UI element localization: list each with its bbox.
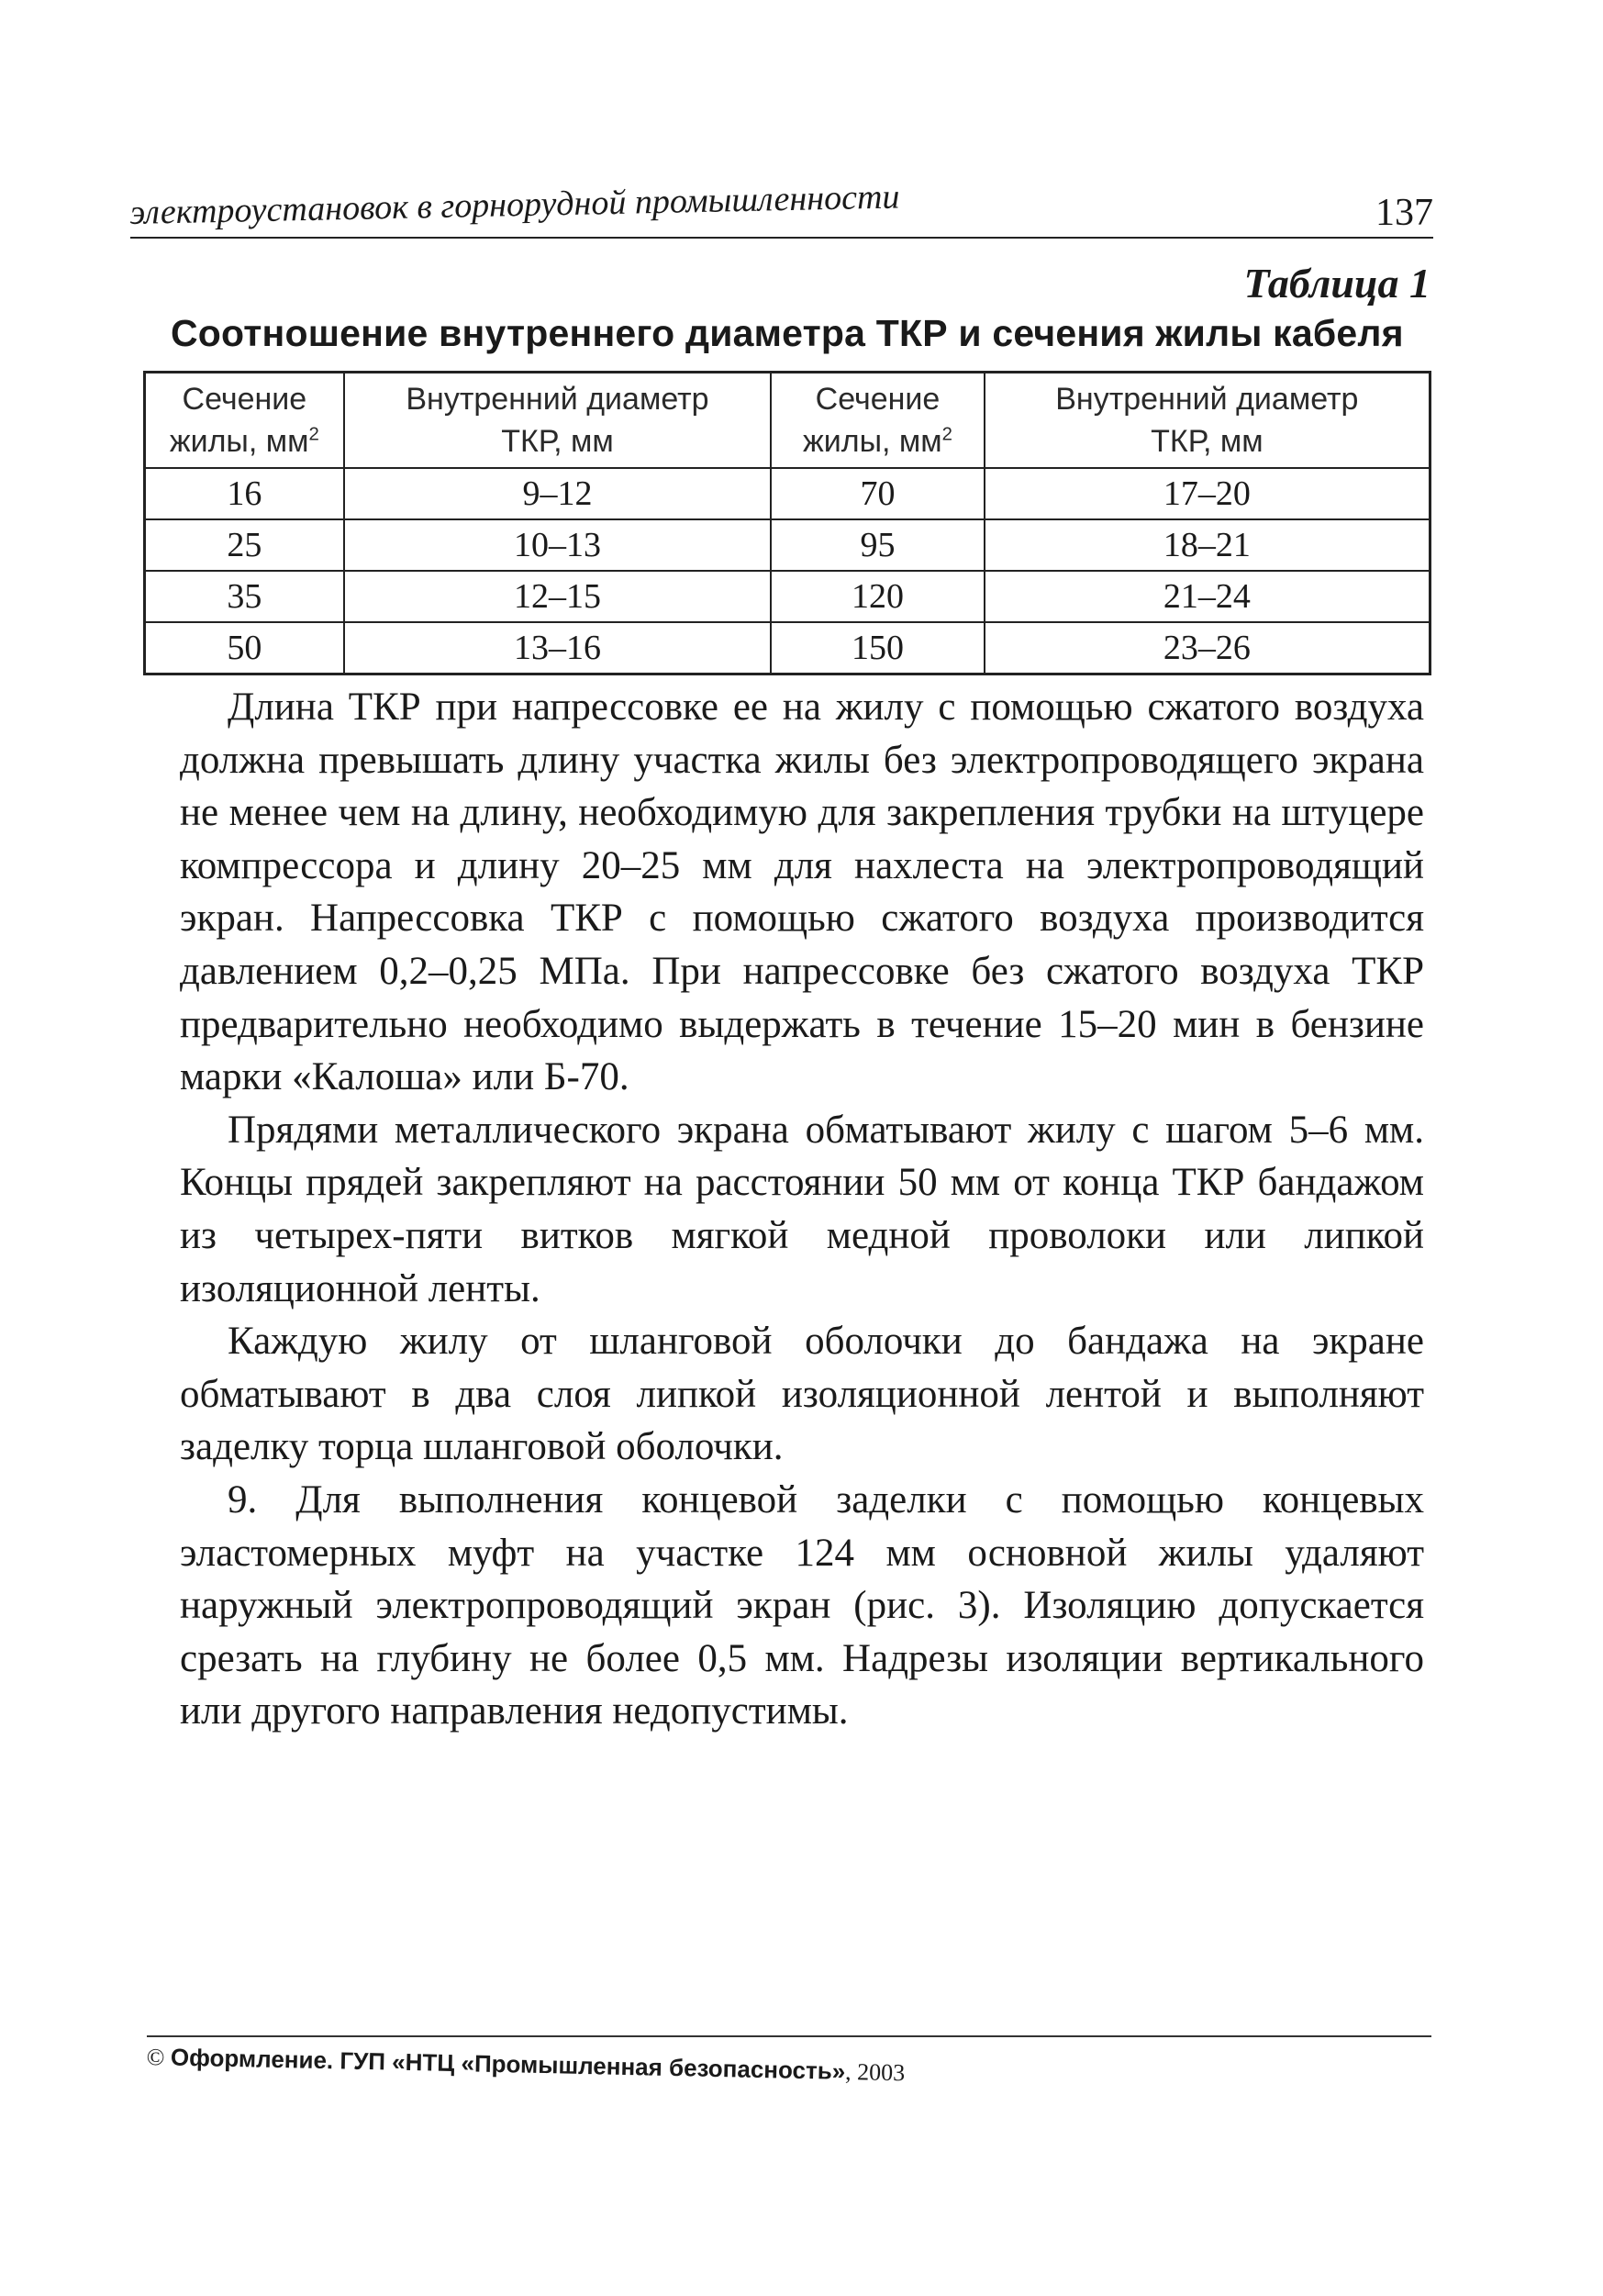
table-row <box>145 468 1430 519</box>
table-cell: 70 <box>771 468 984 519</box>
column-header-diameter-1: Внутренний диаметр ТКР, мм <box>344 373 772 469</box>
paragraph-screen-strands: Прядями металлического экрана обматывают жилу с шагом 5–6 мм. Концы прядей закрепляют на расстоянии 50 мм от конца ТКР бандажом из четырех-пяти витков мягкой медной проволоки или липкой изоляционной ленты. <box>180 1108 1424 1310</box>
table-title: Соотношение внутреннего диаметра ТКР и сечения жилы кабеля <box>171 312 1404 354</box>
footer-publisher: Оформление. ГУП «НТЦ «Промышленная безопасность» <box>170 2043 846 2085</box>
table-cell: 12–15 <box>344 571 772 622</box>
running-title: электроустановок в горнорудной промышленности <box>129 177 900 233</box>
table-cell: 95 <box>771 519 984 571</box>
table-cell: 10–13 <box>344 519 772 571</box>
body-text <box>180 681 1424 1738</box>
table-label: Таблица 1 <box>1243 260 1430 307</box>
table-row <box>145 571 1430 622</box>
footer-copyright <box>146 2043 905 2087</box>
table-header-row <box>145 373 1430 469</box>
column-header-section-2: Сечение жилы, $мм^2$ <box>771 373 984 469</box>
running-header <box>129 177 1433 239</box>
table-cell: 13–16 <box>344 622 772 674</box>
cable-table <box>143 371 1431 675</box>
table-cell: 35 <box>145 571 344 622</box>
table-cell: 50 <box>145 622 344 674</box>
table-row <box>145 622 1430 674</box>
table-cell: 150 <box>771 622 984 674</box>
table-cell: 18–21 <box>985 519 1430 571</box>
column-header-diameter-2: Внутренний диаметр ТКР, мм <box>985 373 1430 469</box>
paragraph-tkr-length: Длина ТКР при напрессовке ее на жилу с помощью сжатого воздуха должна превышать длину участка жилы без электропроводящего экрана не менее чем на длину, необходимую для закрепления трубки на штуцере компрессора и длину 20–25 мм для нахлеста на электропроводящий экран. Напрессовка ТКР с помощью сжатого воздуха производится давлением 0,2–0,25 МПа. При напрессовке без сжатого воздуха ТКР предварительно необходимо выдержать в течение 15–20 мин в бензине марки «Калоша» или Б-70. <box>180 685 1424 1099</box>
table-cell: 120 <box>771 571 984 622</box>
table-row <box>145 519 1430 571</box>
copyright-mark: © <box>146 2043 165 2071</box>
footer-rule <box>147 2035 1431 2037</box>
table-cell: 16 <box>145 468 344 519</box>
page-number: 137 <box>1375 192 1433 234</box>
column-header-section-1: Сечение жилы, $мм^2$ <box>145 373 344 469</box>
paragraph-wrap-core: Каждую жилу от шланговой оболочки до бандажа на экране обматывают в два слоя липкой изоляционной лентой и выполняют заделку торца шланговой оболочки. <box>180 1320 1424 1469</box>
paragraph-step-9: 9. Для выполнения концевой заделки с помощью концевых эластомерных муфт на участке 124 мм основной жилы удаляют наружный электропроводящий экран (рис. 3). Изоляцию допускается срезать на глубину не более 0,5 мм. Надрезы изоляции вертикального или другого направления недопустимы. <box>180 1477 1424 1733</box>
table-cell: 23–26 <box>985 622 1430 674</box>
table-cell: 9–12 <box>344 468 772 519</box>
table-cell: 21–24 <box>985 571 1430 622</box>
footer-year: , 2003 <box>844 2057 906 2087</box>
table-cell: 17–20 <box>985 468 1430 519</box>
table-cell: 25 <box>145 519 344 571</box>
